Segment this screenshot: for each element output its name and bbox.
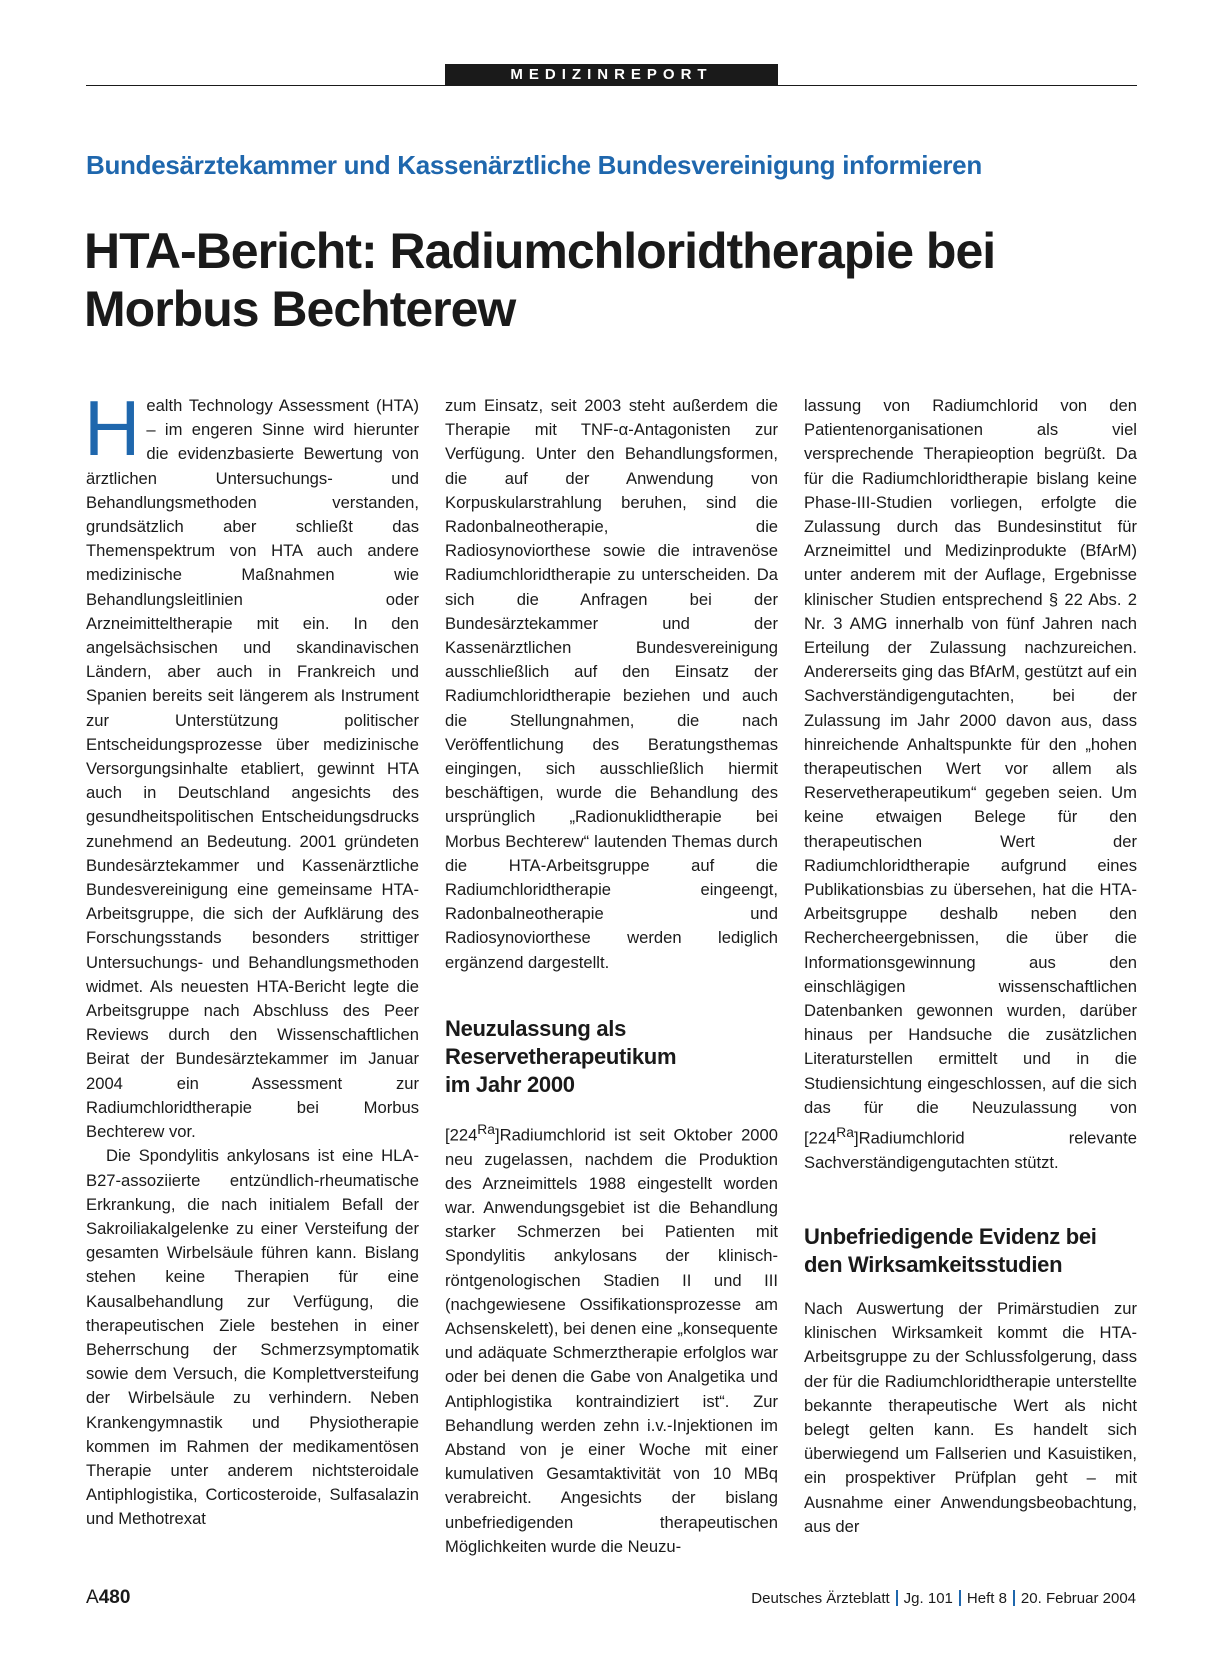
page-letter: A <box>86 1587 99 1608</box>
subheading-line: Neuzulassung als <box>445 1015 627 1041</box>
subheading-line: im Jahr 2000 <box>445 1071 575 1097</box>
journal-issue: Heft 8 <box>966 1590 1007 1607</box>
subheading-line: den Wirksamkeitsstudien <box>804 1252 1063 1278</box>
paragraph-text: ]Radiumchlorid relevante Sachverständigengutachten stützt. <box>804 1128 1137 1172</box>
paragraph <box>84 384 419 1144</box>
paragraph <box>804 394 1137 1175</box>
subheading-line: Reservetherapeutikum <box>445 1043 677 1069</box>
paragraph-text: [224 <box>445 1125 478 1145</box>
separator <box>1013 1590 1015 1606</box>
drop-cap: H <box>84 384 141 472</box>
journal-name: Deutsches Ärzteblatt <box>751 1590 890 1607</box>
subheading-evidenz <box>804 1223 1137 1279</box>
journal-date: 20. Februar 2004 <box>1020 1590 1136 1607</box>
article-kicker: Bundesärztekammer und Kassenärztliche Bundesvereinigung informieren <box>86 150 982 180</box>
article-headline <box>84 222 1144 338</box>
isotope-superscript: Ra <box>477 1120 495 1137</box>
subheading-neuzulassung <box>445 1015 778 1099</box>
top-rule <box>86 85 1137 86</box>
section-label: MEDIZINREPORT <box>445 64 778 86</box>
page-number-value: 480 <box>98 1587 131 1608</box>
paragraph-text: lassung von Radiumchlorid von den Patientenorganisationen als viel versprechende Therapieoption begrüßt. Da für die Radiumchloridtherapie bislang keine Phase-III-Studien vorliegen, erfolgte die Zulassung durch das Bundesinstitut für Arzneimittel und Medizinprodukte (BfArM) unter anderem mit der Auflage, Ergebnisse klinischer Studien entsprechend § 22 Abs. 2 Nr. 3 AMG innerhalb von fünf Jahren nach Erteilung der Zulassung nachzureichen. Andererseits ging das BfArM, gestützt auf ein Sachverständigengutachten, bei der Zulassung im Jahr 2000 davon aus, dass hinreichende Anhaltspunkte für den „hohen therapeutischen Wert vor allem als Reservetherapeutikum“ gegeben seien. Um keine etwaigen Belege für den therapeutischen Wert der Radiumchloridtherapie aufgrund eines Publikationsbias zu übersehen, hat die HTA-Arbeitsgruppe deshalb neben den Rechercheergebnissen, die über die Informationsgewinnung aus den einschlägigen wissenschaftlichen Datenbanken gewonnen wurden, darüber hinaus per Handsuche die zusätzlichen Literaturstellen ermittelt und in die Studiensichtung eingeschlossen, auf die sich das für die Neuzulassung von [224 <box>804 396 1137 1148</box>
journal-volume: Jg. 101 <box>903 1590 953 1607</box>
body-column-2 <box>445 394 778 1559</box>
paragraph: zum Einsatz, seit 2003 steht außerdem die Therapie mit TNF-α-Antagonisten zur Verfügung. Unter den Behandlungsformen, die auf der Anwendung von Korpuskularstrahlung beruhen, sind die Radonbalneotherapie, die Radiosynoviorthese sowie die intravenöse Radiumchloridtherapie zu unterscheiden. Da sich die Anfragen bei der Bundesärztekammer und der Kassenärztlichen Bundesvereinigung ausschließlich auf den Einsatz der Radiumchloridtherapie beziehen und auch die Stellungnahmen, die nach Veröffentlichung des Beratungsthemas eingingen, sich ausschließlich hiermit beschäftigen, wurde die Behandlung des ursprünglich „Radionuklidtherapie bei Morbus Bechterew“ lautenden Themas durch die HTA-Arbeitsgruppe auf die Radiumchloridtherapie eingeengt, Radonbalneotherapie und Radiosynoviorthese werden lediglich ergänzend dargestellt. <box>445 396 778 972</box>
subheading-line: Unbefriedigende Evidenz bei <box>804 1224 1097 1250</box>
separator <box>959 1590 961 1606</box>
headline-line-2: Morbus Bechterew <box>84 281 516 337</box>
paragraph: Die Spondylitis ankylosans ist eine HLA-B27-assoziierte entzündlich-rheumatische Erkrankung, die nach initialem Befall der Sakroiliakalgelenke zu einer Versteifung der gesamten Wirbelsäule führen kann. Bislang stehen keine Therapien für eine Kausalbehandlung zur Verfügung, die therapeutischen Ziele bestehen in einer Beherrschung der Schmerzsymptomatik sowie dem Versuch, die Komplettversteifung der Wirbelsäule zu verhindern. Neben Krankengymnastik und Physiotherapie kommen im Rahmen der medikamentösen Therapie unter anderem nichtsteroidale Antiphlogistika, Corticosteroide, Sulfasalazin und Methotrexat <box>86 1146 419 1529</box>
page-number <box>86 1587 130 1609</box>
paragraph-text: ealth Technology Assessment (HTA) – im engeren Sinne wird hierunter die evidenzbasierte Bewertung von ärztlichen Untersuchungs- und Behandlungsmethoden verstanden, grundsätzlich aber schließt das Themenspektrum von HTA auch andere medizinische Maßnahmen wie Behandlungsleitlinien oder Arzneimitteltherapie mit ein. In den angelsächsischen und skandinavischen Ländern, aber auch in Frankreich und Spanien bereits seit längerem als Instrument zur Unterstützung politischer Entscheidungsprozesse über medizinische Versorgungsinhalte etabliert, gewinnt HTA auch in Deutschland angesichts des gesundheitspolitischen Entscheidungsdrucks zunehmend an Bedeutung. 2001 gründeten Bundesärztekammer und Kassenärztliche Bundesvereinigung eine gemeinsame HTA-Arbeitsgruppe, die sich der Aufklärung des Forschungsstands besonders strittiger Untersuchungs- und Behandlungsmethoden widmet. Als neuesten HTA-Bericht legte die Arbeitsgruppe nach Abschluss des Peer Reviews durch den Wissenschaftlichen Beirat der Bundesärztekammer im Januar 2004 ein Assessment zur Radiumchloridtherapie bei Morbus Bechterew vor. <box>86 396 419 1142</box>
headline-line-1: HTA-Bericht: Radiumchloridtherapie bei <box>84 223 996 279</box>
paragraph: Nach Auswertung der Primärstudien zur klinischen Wirksamkeit kommt die HTA-Arbeitsgruppe zu der Schlussfolgerung, dass der für die Radiumchloridtherapie unterstellte bekannte therapeutische Wert als nicht belegt gelten kann. Es handelt sich überwiegend um Fallserien und Kasuistiken, ein prospektiver Prüfplan geht – mit Ausnahme einer Anwendungsbeobachtung, aus der <box>804 1299 1137 1536</box>
isotope-superscript: Ra <box>836 1124 854 1141</box>
journal-info <box>751 1590 1136 1607</box>
paragraph-text: ]Radiumchlorid ist seit Oktober 2000 neu zugelassen, nachdem die Produktion des Arzneimittels 1988 eingestellt worden war. Anwendungsgebiet ist die Behandlung starker Schmerzen bei Patienten mit Spondylitis ankylosans der klinisch-röntgenologischen Stadien II und III (nachgewiesene Ossifikationsprozesse am Achsenskelett), bei denen eine „konsequente und adäquate Schmerztherapie erfolglos war oder bei denen die Gabe von Analgetika und Antiphlogistika kontraindiziert ist“. Zur Behandlung werden zehn i.v.-Injektionen im Abstand von je einer Woche mit einer kumulativen Gesamtaktivität von 10 MBq verabreicht. Angesichts der bislang unbefriedigenden therapeutischen Möglichkeiten wurde die Neuzu- <box>445 1125 778 1556</box>
body-column-3 <box>804 394 1137 1539</box>
body-column-1 <box>84 384 419 1532</box>
paragraph <box>445 1117 778 1559</box>
separator <box>896 1590 898 1606</box>
